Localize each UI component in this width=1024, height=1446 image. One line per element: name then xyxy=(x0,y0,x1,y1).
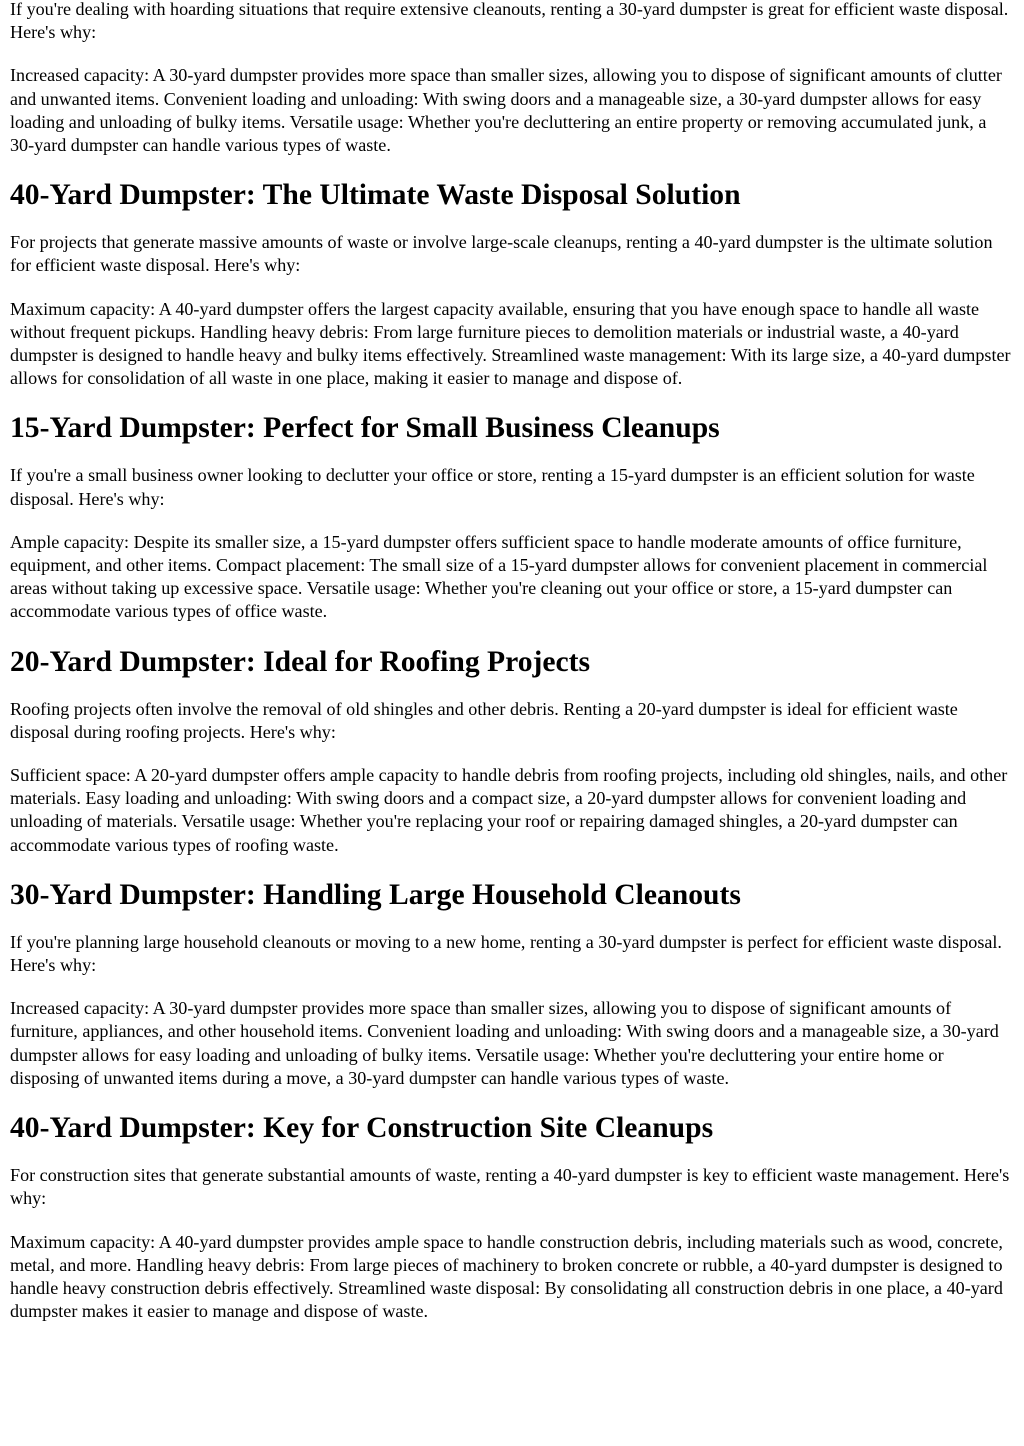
section-details-40-yard-ultimate: Maximum capacity: A 40-yard dumpster offers the largest capacity available, ensuring that you have enough space to handle all waste without frequent pickups. Handling heavy debris: From large furniture pieces to demolition materials or industrial waste, a 40-yard dumpster is designed to handle heavy and bulky items effectively. Streamlined waste management: With its large size, a 40-yard dumpster allows for consolidation of all waste in one place, making it easier to manage and dispose of. xyxy=(10,298,1011,389)
intro-details: Increased capacity: A 30-yard dumpster provides more space than smaller sizes, allowing you to dispose of significant amounts of clutter and unwanted items. Convenient loading and unloading: With swing doors and a manageable size, a 30-yard dumpster allows for easy loading and unloading of bulky items. Versatile usage: Whether you're decluttering an entire property or removing accumulated junk, a 30-yard dumpster can handle various types of waste. xyxy=(10,65,1002,156)
section-details-30-yard-household: Increased capacity: A 30-yard dumpster provides more space than smaller sizes, allowing you to dispose of significant amounts of furniture, appliances, and other household items. Convenient loading and unloading: With swing doors and a manageable size, a 30-yard dumpster allows for easy loading and unloading of bulky items. Versatile usage: Whether you're decluttering your entire home or disposing of unwanted items during a move, a 30-yard dumpster can handle various types of waste. xyxy=(10,998,999,1088)
section-heading-20-yard-roofing: 20-Yard Dumpster: Ideal for Roofing Projects xyxy=(10,645,591,678)
section-intro-40-yard-construction: For construction sites that generate substantial amounts of waste, renting a 40-yard dumpster is key to efficient waste management. Here's why: xyxy=(10,1165,1010,1209)
section-heading-15-yard-business: 15-Yard Dumpster: Perfect for Small Business Cleanups xyxy=(10,412,720,445)
intro-paragraph: If you're dealing with hoarding situations that require extensive cleanouts, renting a 30-yard dumpster is great for efficient waste disposal. Here's why: xyxy=(10,0,1009,43)
section-details-20-yard-roofing: Sufficient space: A 20-yard dumpster offers ample capacity to handle debris from roofing projects, including old shingles, nails, and other materials. Easy loading and unloading: With swing doors and a compact size, a 20-yard dumpster allows for convenient loading and unloading of materials. Versatile usage: Whether you're replacing your roof or repairing damaged shingles, a 20-yard dumpster can accommodate various types of roofing waste. xyxy=(10,765,1008,855)
section-heading-40-yard-construction: 40-Yard Dumpster: Key for Construction Site Cleanups xyxy=(10,1112,714,1145)
section-intro-20-yard-roofing: Roofing projects often involve the removal of old shingles and other debris. Renting a 20-yard dumpster is ideal for efficient waste disposal during roofing projects. Here's why: xyxy=(10,698,958,742)
section-details-15-yard-business: Ample capacity: Despite its smaller size, a 15-yard dumpster offers sufficient space to handle moderate amounts of office furniture, equipment, and other items. Compact placement: The small size of a 15-yard dumpster allows for convenient placement in commercial areas without taking up excessive space. Versatile usage: Whether you're cleaning out your office or store, a 15-yard dumpster can accommodate various types of office waste. xyxy=(10,531,988,622)
section-heading-30-yard-household: 30-Yard Dumpster: Handling Large Household Cleanouts xyxy=(10,878,741,911)
section-details-40-yard-construction: Maximum capacity: A 40-yard dumpster provides ample space to handle construction debris, including materials such as wood, concrete, metal, and more. Handling heavy debris: From large pieces of machinery to broken concrete or rubble, a 40-yard dumpster is designed to handle heavy construction debris effectively. Streamlined waste disposal: By consolidating all construction debris in one place, a 40-yard dumpster makes it easier to manage and dispose of waste. xyxy=(10,1231,1003,1322)
section-intro-40-yard-ultimate: For projects that generate massive amounts of waste or involve large-scale cleanups, renting a 40-yard dumpster is the ultimate solution for efficient waste disposal. Here's why: xyxy=(10,232,993,276)
section-heading-40-yard-ultimate: 40-Yard Dumpster: The Ultimate Waste Disposal Solution xyxy=(10,179,741,212)
section-intro-15-yard-business: If you're a small business owner looking to declutter your office or store, renting a 15-yard dumpster is an efficient solution for waste disposal. Here's why: xyxy=(10,465,975,509)
section-intro-30-yard-household: If you're planning large household cleanouts or moving to a new home, renting a 30-yard dumpster is perfect for efficient waste disposal. Here's why: xyxy=(10,931,1002,976)
